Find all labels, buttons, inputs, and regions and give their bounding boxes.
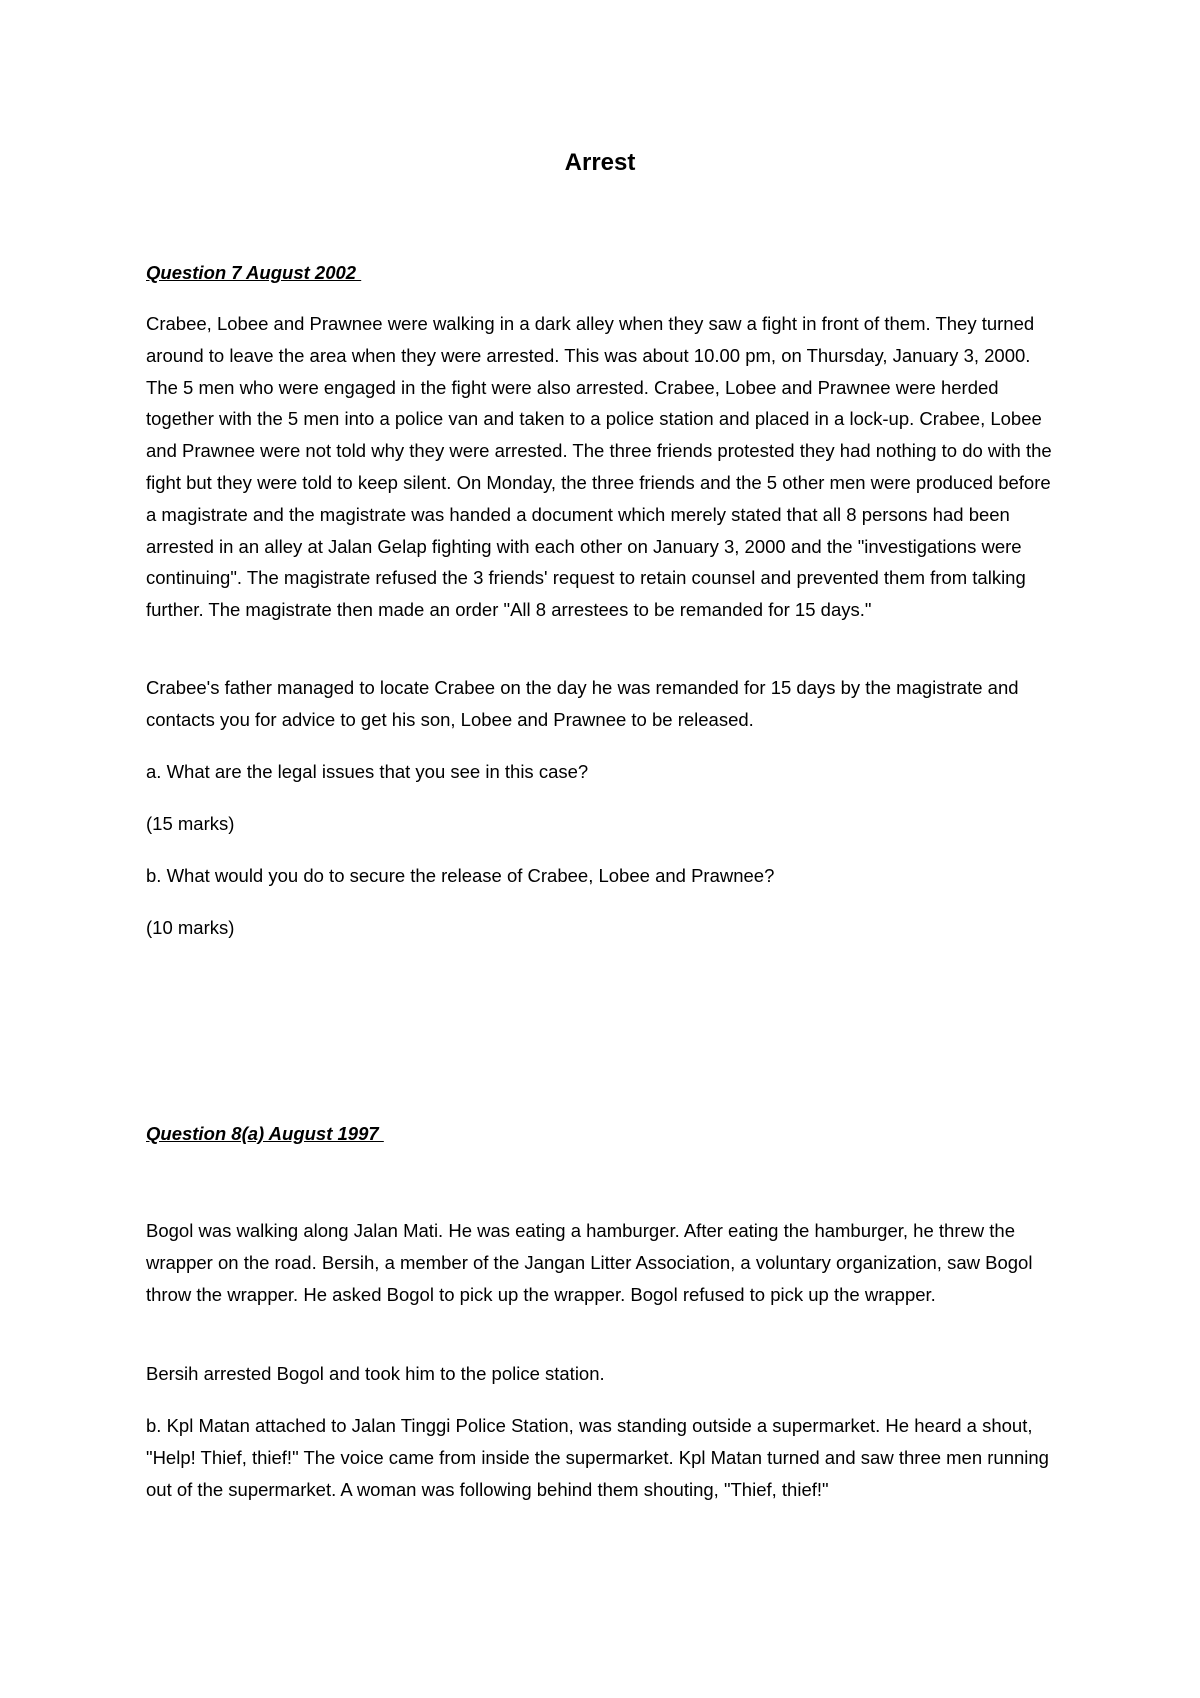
question-7-part-a: a. What are the legal issues that you see in this case?	[146, 761, 589, 782]
question-7-part-b-marks: (10 marks)	[146, 917, 235, 938]
question-7-scenario: Crabee, Lobee and Prawnee were walking in a dark alley when they saw a fight in front of them. They turned around to leave the area when they were arrested. This was about 10.00 pm, on Thursday, January 3, 2000. The 5 men who were engaged in the fight were also arrested. Crabee, Lobee and Prawnee were herded together with the 5 men into a police van and taken to a police station and placed in a lock-up. Crabee, Lobee and Prawnee were not told why they were arrested. The three friends protested they had nothing to do with the fight but they were told to keep silent. On Monday, the three friends and the 5 other men were produced before a magistrate and the magistrate was handed a document which merely stated that all 8 persons had been arrested in an alley at Jalan Gelap fighting with each other on January 3, 2000 and the "investigations were continuing". The magistrate refused the 3 friends' request to retain counsel and prevented them from talking further. The magistrate then made an order "All 8 arrestees to be remanded for 15 days."	[146, 313, 1052, 621]
question-7-part-b: b. What would you do to secure the release of Crabee, Lobee and Prawnee?	[146, 865, 775, 886]
question-7-part-a-marks: (15 marks)	[146, 813, 235, 834]
document-title: Arrest	[564, 149, 636, 176]
question-8a-scenario: Bogol was walking along Jalan Mati. He was eating a hamburger. After eating the hamburger, he threw the wrapper on the road. Bersih, a member of the Jangan Litter Association, a voluntary organization, saw Bogol throw the wrapper. He asked Bogol to pick up the wrapper. Bogol refused to pick up the wrapper.	[146, 1220, 1033, 1305]
question-8a-arrest-paragraph: Bersih arrested Bogol and took him to the police station.	[146, 1363, 605, 1384]
question-7-father-paragraph: Crabee's father managed to locate Crabee on the day he was remanded for 15 days by the magistrate and contacts you for advice to get his son, Lobee and Prawnee to be released.	[146, 677, 1019, 730]
question-8a-heading: Question 8(a) August 1997	[146, 1123, 384, 1144]
question-7-heading: Question 7 August 2002	[146, 262, 362, 283]
question-8-part-b: b. Kpl Matan attached to Jalan Tinggi Police Station, was standing outside a supermarket. He heard a shout, "Help! Thief, thief!" The voice came from inside the supermarket. Kpl Matan turned and saw three men running out of the supermarket. A woman was following behind them shouting, "Thief, thief!"	[146, 1415, 1049, 1500]
